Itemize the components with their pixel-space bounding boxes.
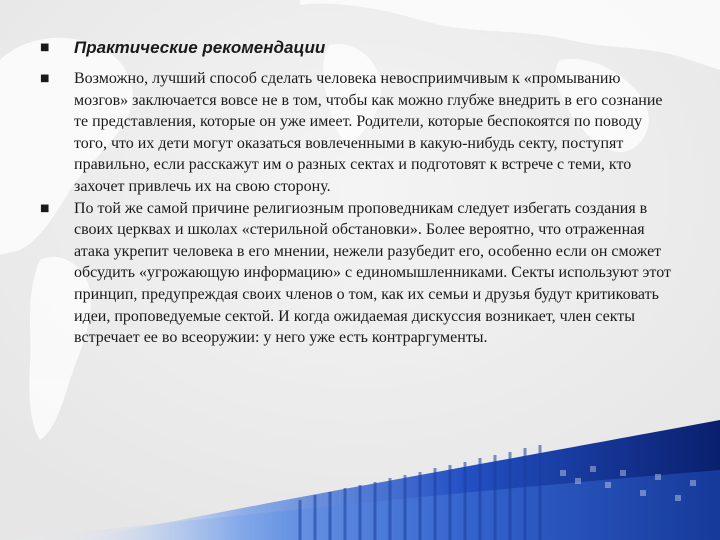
bullet-item — [40, 198, 685, 349]
square-bullet-icon: ■ — [40, 202, 50, 214]
slide-heading: Практические рекомендации — [74, 38, 326, 57]
bullet-paragraph: По той же самой причине религиозным проповедникам следует избегать создания в своих церквах и школах «стерильной обстановки». Более вероятно, что отраженная атака укрепит человека в его мнении, нежели разубедит его, особенно если он сможет обсудить «угрожающую информацию» с единомышленниками. Секты используют этот принцип, предупреждая своих членов о том, как их семьи и друзья будут критиковать идеи, проповедуемые сектой. И когда ожидаемая дискуссия возникает, член секты встречает ее во всеоружии: у него уже есть контраргументы. — [74, 199, 671, 347]
slide-content — [40, 34, 685, 349]
heading-item — [40, 34, 685, 62]
bullet-paragraph: Возможно, лучший способ сделать человека невосприимчивым к «промыванию мозгов» заключается вовсе не в том, чтобы как можно глубже внедрить в его сознание те представления, которые он уже имеет. Родители, которые беспокоятся по поводу того, что их дети могут оказаться вовлеченными в какую-нибудь секту, поступят правильно, если расскажут им о разных сектах и подготовят к встрече с теми, кто захочет привлечь их на свою сторону. — [74, 70, 663, 195]
square-bullet-icon: ■ — [40, 73, 50, 84]
bullet-item — [40, 68, 685, 198]
square-bullet-icon: ■ — [40, 42, 50, 53]
